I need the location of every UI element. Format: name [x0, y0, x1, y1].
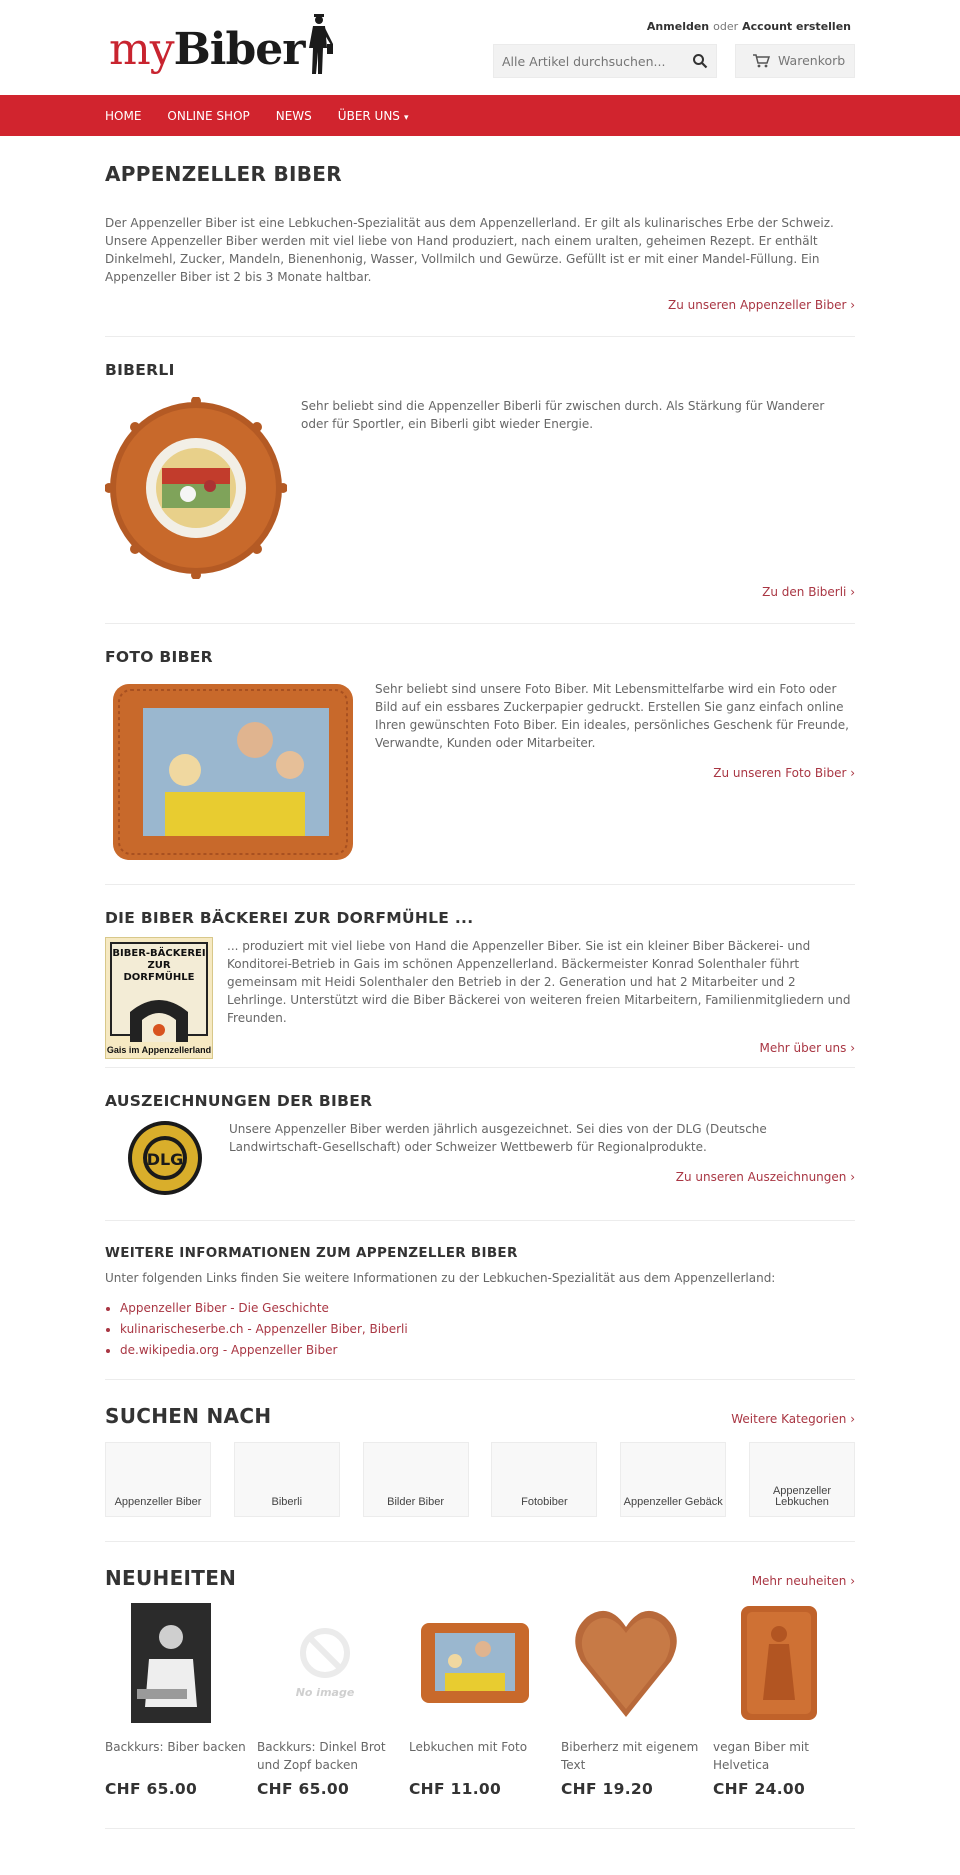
- search-by-header: [105, 1404, 855, 1428]
- product-grid: [105, 1600, 855, 1798]
- info-link-kulinarisches-erbe[interactable]: kulinarischeserbe.ch - Appenzeller Biber, Biberli: [120, 1322, 408, 1336]
- biberli-text: Sehr beliebt sind die Appenzeller Biberli für zwischen durch. Als Stärkung für Wanderer oder für Sportler, ein Biberli gibt wieder Energie.: [301, 399, 825, 431]
- foto-biber-image[interactable]: [105, 680, 359, 864]
- product-card[interactable]: [257, 1600, 399, 1798]
- site-header: [105, 0, 855, 95]
- product-name[interactable]: Backkurs: Biber backen: [105, 1740, 246, 1754]
- info-link-wikipedia[interactable]: de.wikipedia.org - Appenzeller Biber: [120, 1343, 338, 1357]
- info-text: Unter folgenden Links finden Sie weitere Informationen zu der Lebkuchen-Spezialität aus dem Appenzellerland:: [105, 1271, 776, 1285]
- svg-text:DLG: DLG: [146, 1150, 184, 1169]
- category-appenzeller-biber[interactable]: Appenzeller Biber: [105, 1442, 211, 1517]
- baeckerei-link[interactable]: Mehr über uns ›: [759, 1041, 855, 1055]
- category-grid: [105, 1442, 855, 1517]
- login-link[interactable]: Anmelden: [646, 20, 710, 33]
- product-price: CHF 11.00: [409, 1780, 502, 1798]
- category-fotobiber[interactable]: Fotobiber: [491, 1442, 597, 1517]
- baeckerei-text: ... produziert mit viel liebe von Hand die Appenzeller Biber. Sie ist ein kleiner Biber Bäckerei- und Konditorei-Betrieb in Gais im schönen Appenzellerland. Bäckermeister Konrad Solenthaler führt gemeinsam mit Heidi Solenthaler den Betrieb in der 2. Generation und hat 2 Mitarbeiter und 2 Lehrlinge. Unterstützt wird die Biber Bäckerei von weiteren freien Mitarbeitern, Familienmitgliedern und Freunden.: [227, 939, 851, 1025]
- list-item: [120, 1322, 855, 1336]
- product-name[interactable]: Backkurs: Dinkel Brot und Zopf backen: [257, 1740, 386, 1772]
- list-item: [120, 1343, 855, 1357]
- sign-line-2: ZUR DORFMÜHLE: [123, 960, 195, 983]
- list-item: [120, 1301, 855, 1315]
- cart-button[interactable]: [735, 44, 855, 78]
- cart-label: Warenkorb: [778, 53, 846, 68]
- baeckerei-body: [227, 937, 855, 1059]
- sign-line-1: BIBER-BÄCKEREI: [112, 948, 206, 959]
- foto-lebkuchen-image: [419, 1621, 531, 1705]
- product-image[interactable]: [409, 1600, 551, 1726]
- search-by-title: SUCHEN NACH: [105, 1404, 272, 1428]
- awards-link[interactable]: Zu unseren Auszeichnungen ›: [675, 1170, 855, 1184]
- biberli-media: [105, 397, 855, 579]
- info-link-history[interactable]: Appenzeller Biber - Die Geschichte: [120, 1301, 329, 1315]
- awards-body: [229, 1120, 855, 1200]
- divider: [105, 623, 855, 624]
- account-separator: oder: [713, 20, 739, 33]
- logo-my: my: [109, 24, 174, 75]
- foto-biber-title: FOTO BIBER: [105, 648, 213, 666]
- product-price: CHF 19.20: [561, 1780, 654, 1798]
- product-card[interactable]: [409, 1600, 551, 1798]
- intro-text: Der Appenzeller Biber ist eine Lebkuchen-Spezialität aus dem Appenzellerland. Er gilt als kulinarisches Erbe der Schweiz. Unsere Appenzeller Biber werden mit viel liebe von Hand produziert, nach einem uralten, geheimen Rezept. Er enthält Dinkelmehl, Zucker, Mandeln, Bienenhonig, Wasser, Vollmilch und Gewürze. Gefüllt ist er mit einer Mandel-Füllung. Ein Appenzeller Biber ist 2 bis 3 Monate haltbar.: [105, 216, 834, 284]
- register-link[interactable]: Account erstellen: [742, 20, 851, 33]
- search-icon[interactable]: [692, 53, 708, 69]
- divider: [105, 336, 855, 337]
- page-title: APPENZELLER BIBER: [105, 162, 342, 186]
- biberli-title: BIBERLI: [105, 361, 175, 379]
- biberli-link[interactable]: Zu den Biberli ›: [762, 585, 855, 599]
- intro-link[interactable]: Zu unseren Appenzeller Biber ›: [668, 298, 855, 312]
- product-card[interactable]: [561, 1600, 703, 1798]
- awards-media: [105, 1120, 855, 1200]
- more-news-link[interactable]: Mehr neuheiten ›: [751, 1574, 855, 1588]
- category-bilder-biber[interactable]: Bilder Biber: [363, 1442, 469, 1517]
- divider: [105, 1220, 855, 1221]
- no-image-label: No image: [295, 1686, 355, 1699]
- product-image[interactable]: [561, 1600, 703, 1726]
- divider: [105, 1067, 855, 1068]
- category-biberli[interactable]: Biberli: [234, 1442, 340, 1517]
- news-title: NEUHEITEN: [105, 1566, 237, 1590]
- cart-icon: [752, 54, 770, 68]
- account-links: [647, 20, 851, 33]
- divider: [105, 1828, 855, 1829]
- search-box: [493, 44, 717, 78]
- dlg-award-image[interactable]: [105, 1120, 225, 1200]
- category-appenzeller-lebkuchen[interactable]: Appenzeller Lebkuchen: [749, 1442, 855, 1517]
- product-image[interactable]: [105, 1600, 247, 1726]
- oven-icon: [124, 988, 194, 1044]
- foto-biber-link[interactable]: Zu unseren Foto Biber ›: [713, 766, 855, 780]
- main-content: [105, 162, 855, 1829]
- product-price: CHF 65.00: [257, 1780, 350, 1798]
- info-links: [120, 1301, 855, 1357]
- baeckerei-media: [105, 937, 855, 1059]
- awards-title: AUSZEICHNUNGEN DER BIBER: [105, 1092, 373, 1110]
- baker-photo: [131, 1603, 211, 1723]
- biberli-image[interactable]: [105, 397, 287, 579]
- main-nav: [0, 95, 960, 136]
- foto-biber-text: Sehr beliebt sind unsere Foto Biber. Mit Lebensmittelfarbe wird ein Foto oder Bild auf ein essbares Zuckerpapier gedruckt. Erstellen Sie ganz einfach online Ihren gewünschten Foto Biber. Ein ideales, persönliches Geschenk für Freunde, Verwandte, Kunden oder Mitarbeiter.: [375, 682, 849, 750]
- no-image-icon: [299, 1627, 351, 1679]
- product-card[interactable]: [105, 1600, 247, 1798]
- product-image[interactable]: [713, 1600, 855, 1726]
- info-title: WEITERE INFORMATIONEN ZUM APPENZELLER BIBER: [105, 1245, 518, 1261]
- nav-about-label: ÜBER UNS: [337, 108, 400, 123]
- no-image-placeholder: [265, 1627, 385, 1699]
- nav-online-shop[interactable]: ONLINE SHOP: [167, 108, 250, 123]
- product-card[interactable]: [713, 1600, 855, 1798]
- product-image[interactable]: [257, 1600, 399, 1726]
- baeckerei-sign: [110, 942, 208, 1036]
- product-name[interactable]: vegan Biber mit Helvetica: [713, 1740, 809, 1772]
- divider: [105, 1541, 855, 1542]
- search-input[interactable]: [494, 45, 674, 77]
- foto-biber-media: [105, 680, 855, 864]
- product-name[interactable]: Lebkuchen mit Foto: [409, 1740, 528, 1754]
- awards-text: Unsere Appenzeller Biber werden jährlich ausgezeichnet. Sei dies von der DLG (Deutsche Landwirtschaft-Gesellschaft) oder Schweizer Wettbewerb für Regionalprodukte.: [229, 1122, 767, 1154]
- news-header: [105, 1566, 855, 1590]
- divider: [105, 884, 855, 885]
- product-price: CHF 65.00: [105, 1780, 198, 1798]
- site-logo[interactable]: [105, 14, 335, 80]
- logo-biber: Biber: [173, 24, 305, 75]
- baeckerei-title: DIE BIBER BÄCKEREI ZUR DORFMÜHLE ...: [105, 909, 474, 927]
- foto-biber-body: [375, 680, 855, 864]
- divider: [105, 1379, 855, 1380]
- product-price: CHF 24.00: [713, 1780, 806, 1798]
- nav-home[interactable]: HOME: [105, 108, 142, 123]
- biberherz-image: [573, 1605, 679, 1721]
- baeckerei-sign-image[interactable]: [105, 937, 213, 1059]
- more-categories-link[interactable]: Weitere Kategorien ›: [731, 1412, 855, 1426]
- chevron-down-icon: ▾: [403, 112, 409, 123]
- product-name[interactable]: Biberherz mit eigenem Text: [561, 1740, 699, 1772]
- logo-figure-icon: [301, 14, 335, 78]
- nav-about[interactable]: [338, 109, 409, 123]
- sign-caption: Gais im Appenzellerland: [106, 1045, 212, 1055]
- category-appenzeller-gebaeck[interactable]: Appenzeller Gebäck: [620, 1442, 726, 1517]
- nav-news[interactable]: NEWS: [275, 108, 312, 123]
- logo-wordmark: [109, 24, 304, 75]
- vegan-biber-image: [739, 1604, 819, 1722]
